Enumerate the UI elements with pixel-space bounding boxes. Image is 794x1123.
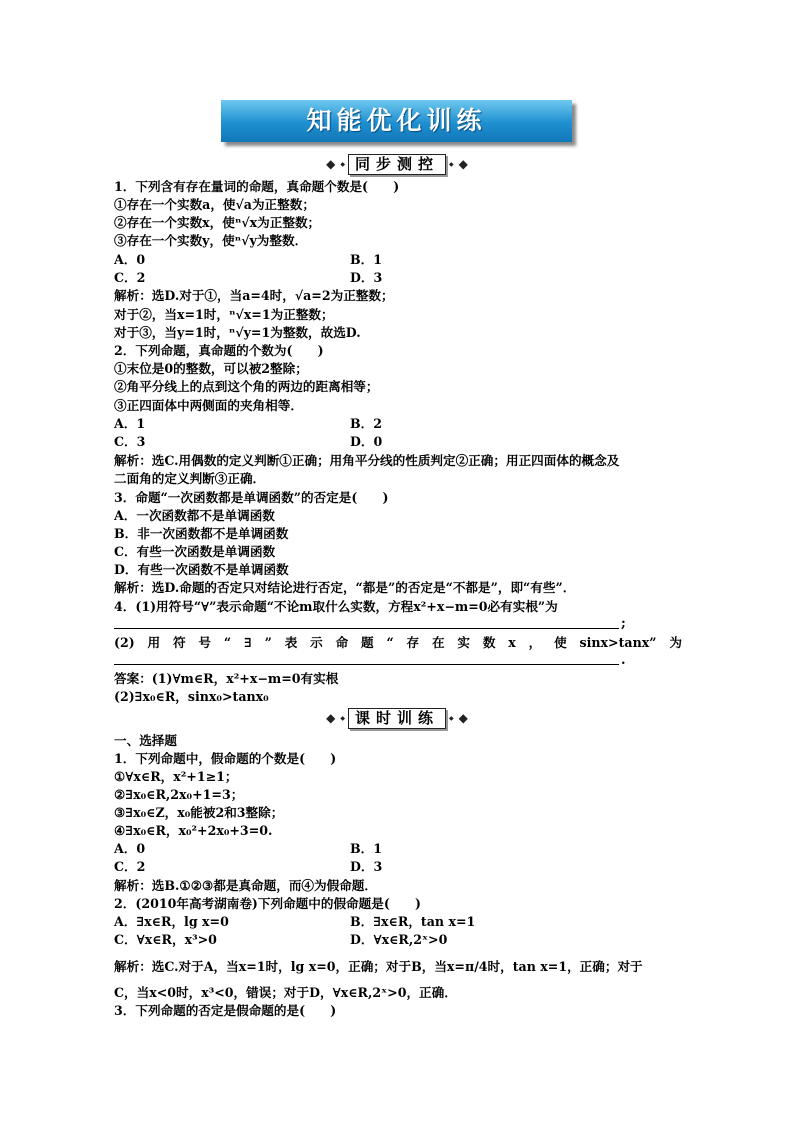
statement-item: ②存在一个实数x，使ⁿ√x为正整数； bbox=[114, 215, 321, 230]
option-row bbox=[114, 840, 682, 858]
option-d: D．3 bbox=[350, 859, 383, 874]
option-a: A．1 bbox=[114, 416, 146, 431]
diamond-small-icon: ◆ bbox=[340, 160, 345, 168]
option-c: C．2 bbox=[114, 859, 146, 874]
semicolon: ; bbox=[621, 616, 626, 631]
option-c: C．2 bbox=[114, 270, 146, 285]
question-text: 4．(1)用符号“∀”表示命题“不论m取什么实数，方程x²+x−m=0必有实根”为 bbox=[114, 599, 558, 614]
word: 为 bbox=[669, 635, 682, 650]
question-text: 3．下列命题的否定是假命题的是( ) bbox=[114, 1003, 337, 1018]
statement-item: ①末位是0的整数，可以被2整除； bbox=[114, 361, 308, 376]
option-b: B．1 bbox=[350, 841, 383, 856]
word: 在 bbox=[431, 635, 445, 650]
word: ， bbox=[528, 635, 542, 650]
option-row bbox=[114, 251, 682, 269]
option-row bbox=[114, 913, 682, 931]
option-d: D．3 bbox=[350, 270, 383, 285]
word: ” bbox=[264, 635, 272, 650]
word: 表 bbox=[284, 635, 298, 650]
word: “ bbox=[386, 635, 394, 650]
word: 符 bbox=[172, 635, 186, 650]
option-row bbox=[114, 858, 682, 876]
answer-analysis: 解析：选B.①②③都是真命题，而④为假命题． bbox=[114, 878, 377, 893]
answer-blank bbox=[114, 664, 619, 665]
section-header-lesson bbox=[313, 707, 481, 729]
option-item: B．非一次函数都不是单调函数 bbox=[114, 526, 289, 541]
page-banner-title: 知能优化训练 bbox=[221, 100, 572, 142]
section-title: 同步测控 bbox=[348, 154, 446, 175]
question-text: 3．命题“一次函数都是单调函数”的否定是( ) bbox=[114, 490, 389, 505]
statement-item: ②∃x₀∈R,2x₀+1=3； bbox=[114, 787, 244, 802]
answer-analysis: 解析：选C.对于A，当x=1时，lg x=0，正确；对于B，当x=π/4时，tan x=1，正确；对于 bbox=[114, 959, 643, 974]
option-item: A．一次函数都不是单调函数 bbox=[114, 508, 275, 523]
diamond-icon: ◆ bbox=[458, 711, 468, 725]
question-text: 1．下列命题中，假命题的个数是( ) bbox=[114, 751, 337, 766]
answer-key: 答案：(1)∀m∈R，x²+x−m=0有实根 bbox=[114, 671, 339, 686]
subsection-heading: 一、选择题 bbox=[114, 733, 177, 748]
word: 用 bbox=[147, 635, 161, 650]
word: “ bbox=[223, 635, 232, 650]
word: 示 bbox=[310, 635, 323, 650]
word: x bbox=[508, 635, 516, 650]
statement-item: ④∃x₀∈R，x₀²+2x₀+3=0. bbox=[114, 823, 273, 838]
word: sinx>tanx” bbox=[579, 635, 657, 650]
answer-analysis: 二面角的定义判断③正确． bbox=[114, 471, 266, 486]
question-text: 2．下列命题，真命题的个数为( ) bbox=[114, 343, 324, 358]
word: 题 bbox=[361, 635, 374, 650]
answer-analysis: 解析：选D.对于①，当a=4时，√a=2为正整数； bbox=[114, 288, 394, 303]
diamond-small-icon: ◆ bbox=[449, 160, 454, 168]
answer-analysis: C，当x<0时，x³<0，错误；对于D，∀x∈R,2ˣ>0，正确． bbox=[114, 985, 457, 1000]
word: 实 bbox=[457, 635, 470, 650]
word: ∃ bbox=[243, 635, 252, 650]
answer-analysis: 解析：选D.命题的否定只对结论进行否定，“都是”的否定是“不都是”，即“有些”． bbox=[114, 580, 576, 595]
diamond-icon: ◆ bbox=[326, 711, 336, 725]
period: . bbox=[621, 653, 626, 668]
diamond-small-icon: ◆ bbox=[340, 714, 345, 722]
option-d: D．0 bbox=[350, 434, 383, 449]
option-row bbox=[114, 415, 682, 433]
word: 号 bbox=[198, 635, 211, 650]
question-text-justified bbox=[114, 634, 682, 652]
diamond-icon: ◆ bbox=[458, 157, 468, 171]
statement-item: ③∃x₀∈Z，x₀能被2和3整除； bbox=[114, 805, 284, 820]
option-a: A．∃x∈R，lg x=0 bbox=[114, 914, 229, 929]
option-row bbox=[114, 931, 682, 949]
diamond-small-icon: ◆ bbox=[449, 714, 454, 722]
statement-item: ③存在一个实数y，使ⁿ√y为整数． bbox=[114, 233, 308, 248]
option-a: A．0 bbox=[114, 252, 146, 267]
section-title: 课时训练 bbox=[348, 708, 446, 729]
word: 使 bbox=[554, 635, 567, 650]
option-item: D．有些一次函数不是单调函数 bbox=[114, 562, 289, 577]
answer-blank bbox=[114, 628, 619, 629]
answer-analysis: 对于③，当y=1时，ⁿ√y=1为整数，故选D. bbox=[114, 325, 361, 340]
option-item: C．有些一次函数是单调函数 bbox=[114, 544, 276, 559]
statement-item: ③正四面体中两侧面的夹角相等． bbox=[114, 398, 303, 413]
section-header-sync bbox=[313, 153, 481, 175]
option-d: D．∀x∈R,2ˣ>0 bbox=[350, 932, 448, 947]
answer-analysis: 解析：选C.用偶数的定义判断①正确；用角平分线的性质判定②正确；用正四面体的概念及 bbox=[114, 453, 620, 468]
word: 命 bbox=[335, 635, 349, 650]
option-c: C．∀x∈R，x³>0 bbox=[114, 932, 217, 947]
question-text: 1．下列含有存在量词的命题，真命题个数是( ) bbox=[114, 179, 400, 194]
option-b: B．∃x∈R，tan x=1 bbox=[350, 914, 476, 929]
answer-analysis: 对于②，当x=1时，ⁿ√x=1为正整数； bbox=[114, 307, 334, 322]
statement-item: ①∀x∈R，x²+1≥1； bbox=[114, 769, 238, 784]
word: (2) bbox=[114, 635, 135, 650]
answer-key: (2)∃x₀∈R，sinx₀>tanx₀ bbox=[114, 689, 269, 704]
word: 存 bbox=[406, 635, 420, 650]
option-b: B．2 bbox=[350, 416, 383, 431]
option-b: B．1 bbox=[350, 252, 383, 267]
option-row bbox=[114, 433, 682, 451]
option-c: C．3 bbox=[114, 434, 146, 449]
diamond-icon: ◆ bbox=[326, 157, 336, 171]
question-text: 2．(2010年高考湖南卷)下列命题中的假命题是( ) bbox=[114, 896, 421, 911]
statement-item: ②角平分线上的点到这个角的两边的距离相等； bbox=[114, 379, 379, 394]
statement-item: ①存在一个实数a，使√a为正整数； bbox=[114, 197, 315, 212]
option-row bbox=[114, 269, 682, 287]
option-a: A．0 bbox=[114, 841, 146, 856]
word: 数 bbox=[482, 635, 496, 650]
